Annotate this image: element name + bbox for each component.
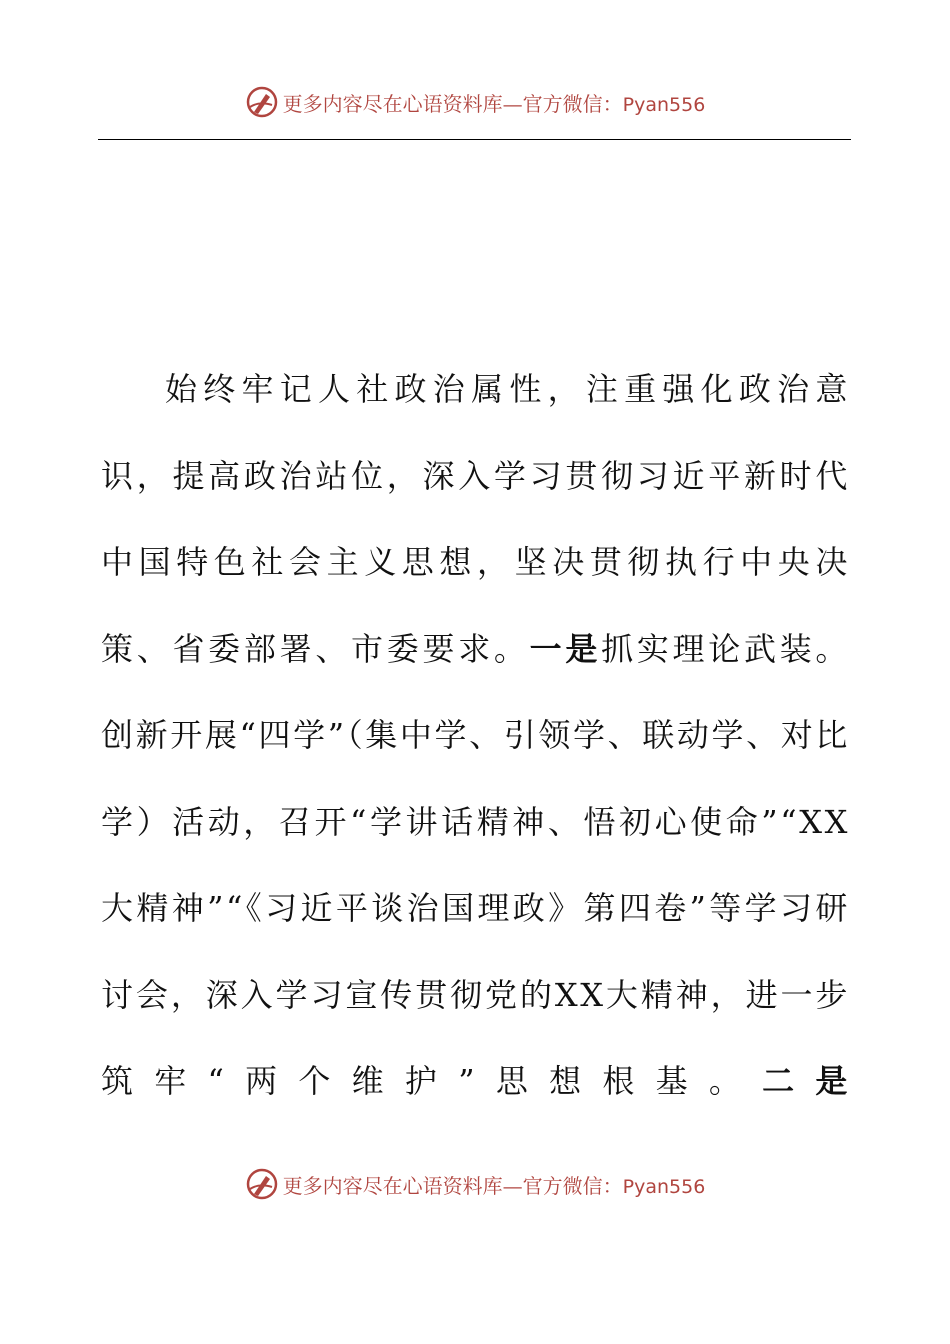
header-divider [98,139,851,140]
body-bold-marker: 二是 [762,1062,850,1100]
header-banner [0,82,950,122]
footer-banner-cjk: 更多内容尽在心语资料库—官方微信： [282,1173,623,1198]
body-text-segment: 抓实理论武装。创新开展“四学”（集中学、引领学、联动学、对比学）活动，召开“学讲话精神、悟初心使命”“XX大精神”“《习近平谈治国理政》第四卷”等学习研讨会，深入学习宣传贯彻党的XX大精神，进一步筑牢“两个维护”思想根基。 [101,629,851,1100]
footer-banner [0,1164,950,1204]
header-banner-text [283,88,706,117]
body-bold-marker: 一是 [529,629,602,668]
header-banner-cjk: 更多内容尽在心语资料库—官方微信： [282,91,623,116]
body-paragraph [101,346,850,1125]
footer-banner-text [283,1170,706,1199]
pen-nib-logo-icon [245,1167,279,1201]
pen-nib-logo-icon [245,85,279,119]
header-banner-wechat-id: Pyan556 [622,93,706,116]
footer-banner-wechat-id: Pyan556 [622,1175,706,1198]
body-text-segment: 始终牢记人社政治属性，注重强化政治意识，提高政治站位，深入学习贯彻习近平新时代中国特色社会主义思想，坚决贯彻执行中央决策、省委部署、市委要求。 [101,370,850,668]
